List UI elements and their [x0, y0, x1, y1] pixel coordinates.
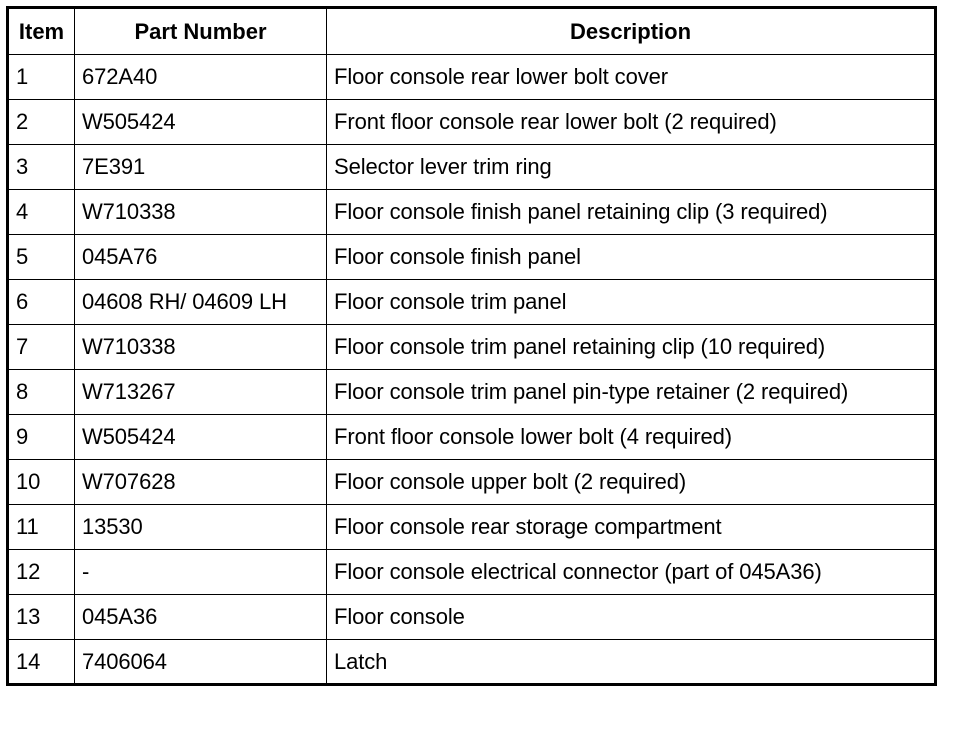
- description-cell: Floor console: [327, 595, 936, 640]
- table-row: [8, 460, 936, 505]
- item-cell: 10: [8, 460, 75, 505]
- item-cell: 9: [8, 415, 75, 460]
- table-body: [8, 55, 936, 685]
- description-cell: Floor console finish panel retaining clip (3 required): [327, 190, 936, 235]
- table-row: [8, 190, 936, 235]
- description-cell: Floor console finish panel: [327, 235, 936, 280]
- item-cell: 8: [8, 370, 75, 415]
- description-cell: Latch: [327, 640, 936, 685]
- description-cell: Front floor console lower bolt (4 required): [327, 415, 936, 460]
- part-number-cell: 7E391: [75, 145, 327, 190]
- part-number-cell: W713267: [75, 370, 327, 415]
- item-cell: 6: [8, 280, 75, 325]
- description-cell: Floor console rear storage compartment: [327, 505, 936, 550]
- table-row: [8, 145, 936, 190]
- part-number-cell: W707628: [75, 460, 327, 505]
- header-part-number: Part Number: [75, 8, 327, 55]
- description-cell: Floor console electrical connector (part of 045A36): [327, 550, 936, 595]
- part-number-cell: 672A40: [75, 55, 327, 100]
- table-row: [8, 640, 936, 685]
- item-cell: 2: [8, 100, 75, 145]
- part-number-cell: 7406064: [75, 640, 327, 685]
- table-row: [8, 505, 936, 550]
- table-row: [8, 595, 936, 640]
- table-row: [8, 550, 936, 595]
- item-cell: 13: [8, 595, 75, 640]
- item-cell: 4: [8, 190, 75, 235]
- item-cell: 12: [8, 550, 75, 595]
- part-number-cell: -: [75, 550, 327, 595]
- table-row: [8, 280, 936, 325]
- part-number-cell: W710338: [75, 325, 327, 370]
- description-cell: Floor console rear lower bolt cover: [327, 55, 936, 100]
- part-number-cell: 045A36: [75, 595, 327, 640]
- item-cell: 14: [8, 640, 75, 685]
- table-row: [8, 370, 936, 415]
- item-cell: 5: [8, 235, 75, 280]
- table-header: [8, 8, 936, 55]
- table-row: [8, 415, 936, 460]
- header-description: Description: [327, 8, 936, 55]
- part-number-cell: W505424: [75, 100, 327, 145]
- parts-table: [6, 6, 937, 686]
- description-cell: Floor console trim panel retaining clip (10 required): [327, 325, 936, 370]
- header-item: Item: [8, 8, 75, 55]
- table-row: [8, 325, 936, 370]
- item-cell: 7: [8, 325, 75, 370]
- part-number-cell: W710338: [75, 190, 327, 235]
- item-cell: 1: [8, 55, 75, 100]
- table-row: [8, 55, 936, 100]
- part-number-cell: W505424: [75, 415, 327, 460]
- table-row: [8, 235, 936, 280]
- part-number-cell: 04608 RH/ 04609 LH: [75, 280, 327, 325]
- description-cell: Front floor console rear lower bolt (2 required): [327, 100, 936, 145]
- item-cell: 11: [8, 505, 75, 550]
- description-cell: Floor console upper bolt (2 required): [327, 460, 936, 505]
- header-row: [8, 8, 936, 55]
- part-number-cell: 045A76: [75, 235, 327, 280]
- table-row: [8, 100, 936, 145]
- description-cell: Floor console trim panel: [327, 280, 936, 325]
- description-cell: Selector lever trim ring: [327, 145, 936, 190]
- description-cell: Floor console trim panel pin-type retainer (2 required): [327, 370, 936, 415]
- item-cell: 3: [8, 145, 75, 190]
- part-number-cell: 13530: [75, 505, 327, 550]
